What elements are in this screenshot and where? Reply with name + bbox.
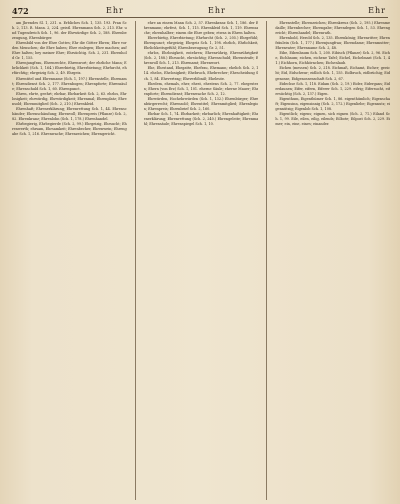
dictionary-entry: Ehrenjungfrau, Ehrenrechte, Ehrenwort; der ehrliche Mann; Ehrlichkeit (Sch. 1, 164.) Ehrerbietig, Ehrerbietung; Ehrfurcht, ehrfürchtig; ehrgeizig Sch. 2, 49. Ehrgeiz.: [12, 61, 127, 76]
page-header: [12, 5, 388, 18]
dictionary-entry: Eidechse Sch. 1, 118. Eidam (Sch. 2, 19.) Eider, Eidergans; Eiderdaunen; Eifer, eifern, Eiferer Sch. 1, 229. eifrig; Eifersucht, eifersüchtig (Sch. 2, 137.) Eigen.: [275, 81, 391, 96]
dictionary-entry: Ehedem, ehemals, eher, ehest, ehestens Sch. 2, 77. ehegestern; Ehern (von Erz) Sch. 1, 101. eherne Säule; eherne Mauer; Ehrenpforte; Ehrendienst; Ehrenwache Sch. 2, 12.: [143, 81, 259, 96]
page-number: 472: [12, 6, 29, 16]
column-rule: [135, 21, 136, 500]
running-head-left: Ehr: [106, 6, 124, 15]
dictionary-entry: Ehrenhold, Herold Sch. 2, 135. Ehrenkönig; Ehrenritter; Ehrenfräulein (Sch. 1, 177.) Ehrenjungfrau; Ehrendame; Ehrenmutter; Ehrenvater; Ehrenname Sch. 2, 48.: [275, 36, 391, 51]
dictionary-entry: Ehrerbietig, Ehrerbietung; Ehrfurcht (Sch. 2, 205.) Ehrgefühl; Ehrenpunct; ehrgeizig; Ehrgeiz Sch. 1, 198. ehrlich, Ehrlichkeit, Ehrlichkeitsgefühl; Ehrenbezeugung Gr. 2, 51.: [143, 36, 259, 51]
text-column-3: [275, 21, 390, 500]
dictionary-entry: Ehe, Ehestand, Ehegatte, Ehefrau, Ehemann; ehelich Sch. 2, 114. ehelos, Ehelosigkeit; Ehebruch, Ehebrecher; Ehescheidung Sch. 1, 84. Ehevertrag; Eheverlöbniß; Eheleute.: [143, 66, 259, 81]
dictionary-entry: ehre an einem Mann Sch. 2, 57. Ehrenkranz Sch. 1, 186. der Ehrenmann; ehrfest, Sch. 1, 115. Ehrenkleid Sch. 1, 119. Ehrensache; ehrenhalber; einem die Ehre geben; etwas in Ehren halten.: [143, 21, 259, 36]
dictionary-entry: am Jhrendes Sl. 1, 231. u. Erbliches Sch. 1, 135. 193. Fran Sch. 2, 113. R. Mann. 2, 224. geistl. Ehrenmann Sch. 2, 213. Ehr. und Tugendreich Sch. 1, 96. der Ehrwürdige Sch. 2, 188. Ehrenbezeugung, Ehrenbürger.: [12, 21, 127, 41]
dictionary-entry: Eigenthum, Eigenthümer Sch. 1, 86. eigenthümlich; Eigenschaft; Eigensinn, eigensinnig (Sch. 2, 172.) Eigenliebe; Eigennutz; eigennützig; Eigenlob Sch. 1, 108.: [275, 96, 391, 111]
text-column-1: [12, 21, 127, 500]
dictionary-entry: Ehrenstelle; Ehrenzeichen; Ehrenkreuz (Sch. 2, 195.) Ehrenmedaille; Ehrenbecher; Ehrengabe; Ehrendegen Sch. 1, 53. Ehrengericht; Ehrenhandel; Ehrenrath.: [275, 21, 391, 36]
dictionary-entry: Eichen (messen) Sch. 2, 218. Eichmaß, Eichamt, Eicher; geeicht; Eid, Eidschwur; eidlich Sch. 1, 155. Eidbruch, eidbrüchig; Eidgenosse, Eidgenossenschaft Sch. 2, 67.: [275, 66, 391, 81]
dictionary-entry: ehrlos, Ehrlosigkeit, entehren; Ehrenrührig, Ehrenrührigkeit (Sch. 2, 188.) Ehrsucht, ehrsüchtig; Ehrenschuld; Ehrenstrafe; Ehrenvoll Sch. 1, 213. Ehrenamt; Ehrenwort.: [143, 51, 259, 66]
dictionary-entry: Eigentlich; eigens; eignen, sich eignen (Sch. 2, 71.) Eiland Sch. 1, 99. Eile, eilen, eilig, eilends; Eilbote; Eilpost Sch. 2, 229. Eimer; ein, eine, eines; einander.: [275, 111, 391, 126]
dictionary-entry: Ehrbar Sch. 1, 74. Ehrbarkeit; ehrbarlich; Ehrenhaftigkeit; Ehrenerklärung; Ehrenrettung (Sch. 2, 240.) Ehrengeleite; Ehrenmahl; Ehrensäule; Ehrenspiegel Sch. 1, 10.: [143, 111, 259, 126]
dictionary-entry: Ehrwürden, Hochehrwürden (Sch. 1, 132.) Ehrenbürger; Ehrenbürgerrecht; Ehrensold; Ehrentitel; Ehrenmitglied; Ehrenlegion; Ehrenpreis; Ehrenbrief Sch. 2, 160.: [143, 96, 259, 111]
dictionary-entry: Ehrentitel und Ehrenname (Sch. 1, 197.) Ehrenstelle, Ehrenamt; Ehrendienst Sch. 2, 177. Ehrenbogen; Ehrenpforte; Ehrensäule; Ehrenschuld Sch. 1, 60. Ehrenpunct.: [12, 76, 127, 91]
text-column-2: [144, 21, 259, 500]
dictionary-entry: Eibe, Eibenbaum Sch. 1, 200. Eibisch (Pflanze) Sch. 2, 96. Eiche, Eichbaum; eichen, eichene Tafel; Eichel, Eichelmast (Sch. 1, 41.) Eichhorn, Eichhörnchen; Eichenlaub.: [275, 51, 391, 66]
running-head-center: Ehr: [208, 6, 226, 15]
dictionary-entry: Ehrenhaft; Ehrenerklärung; Ehrenrettung Sch. 1, 44. Ehrenschänder; Ehrenschändung; Ehrenvoll; Ehrenpreis (Pflanze) Sch. 2, 82. Ehrenkranz; Ehrenlohn (Sch. 1, 178.) Ehrenhandel.: [12, 106, 127, 121]
running-head-right: Ehr: [368, 6, 386, 15]
text-columns: [12, 21, 390, 500]
column-rule: [266, 21, 267, 500]
dictionary-entry: Ehrenbild von der Ehre Gottes; Ehr die Götter Ehren; Ehre vor den Menschen; die Ehre haben; Ehre einlegen; Ehre machen; auf Ehre halten; bey meiner Ehre; Ehrsüchtig. Sch. 2, 231. Ehrenhold Gr. 1, 155.: [12, 41, 127, 61]
dictionary-entry: Ehrbegierig, Ehrbegierde (Sch. 2, 99.) Ehrgeizig, Ehrsucht; Ehrenwerth; ehrsam, Ehrsamkeit; Ehrenbecher, Ehrenwein; Ehrengabe Sch. 1, 216. Ehrenwache; Ehrenzeichen; Ehrengericht.: [12, 121, 127, 137]
dictionary-entry: Ehren, ehrte, geehrt; ehrbar, Ehrbarkeit Sch. 2, 63. ehrlos, Ehrlosigkeit; ehrwürdig, Ehrwürdigkeit; Ehrenmal; Ehrenplatz; Ehrensold; Ehrenmitglied (Sch. 2, 210.) Ehrenkleid.: [12, 91, 127, 106]
